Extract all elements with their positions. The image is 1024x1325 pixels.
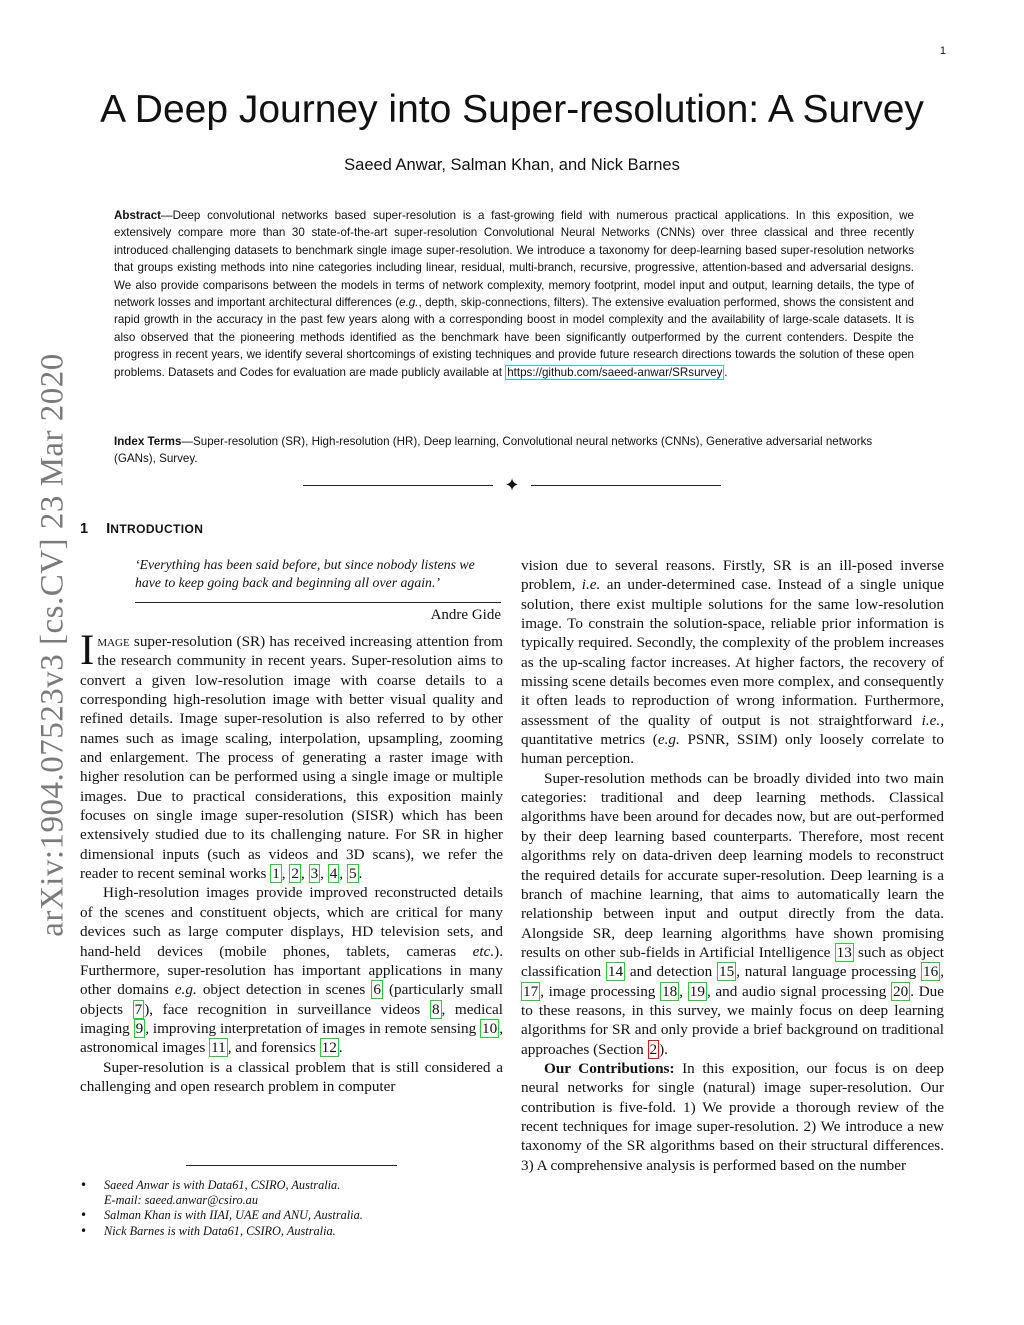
text-run: ), face recognition in surveillance videos <box>144 1000 430 1018</box>
epigraph-quote: ‘Everything has been said before, but since nobody listens we have to keep going back and beginning all over again.’ <box>135 557 475 591</box>
text-run: Super-resolution methods can be broadly divided into two main categories: traditional and deep learning methods. Classical algorithms have been around for decades now, but are out-performed by their deep learning based counterparts. Therefore, most recent algorithms rely on data-driven deep learning models to reconstruct the required details for accurate super-resolution. Deep learning is a branch of machine learning, that aims to automatically learn the relationship between input and output directly from the data. Alongside SR, deep learning algorithms have shown promising results on other sub-fields in Artificial Intelligence <box>521 769 944 961</box>
intro-paragraph-1 <box>80 627 503 883</box>
citation-link[interactable]: 15 <box>719 963 735 981</box>
section-number: 1 <box>80 521 89 537</box>
footnote-item: E-mail: saeed.anwar@csiro.au <box>104 1193 258 1208</box>
citation-link[interactable]: 7 <box>134 1000 143 1018</box>
separator-star-icon: ✦ <box>504 475 520 496</box>
citation-separator: , <box>281 865 290 883</box>
abstract-text-cont: , depth, skip-connections, filters). The extensive evaluation performed, shows the consistent and rapid growth in the accuracy in the past few years along with a corresponding boost in model complexity and the availability of large-scale datasets. It is also observed that the pioneering methods identified as the benchmark have been significantly outperformed by the current contenders. Despite the progress in recent years, we identify several shortcomings of existing techniques and provide future research directions towards the solution of these open problems. Datasets and Codes for evaluation are made publicly available at <box>114 296 915 379</box>
text-run: (particularly small objects <box>80 981 503 1018</box>
citation-link[interactable]: 20 <box>893 982 909 1000</box>
index-terms-text: Super-resolution (SR), High-resolution (HR), Deep learning, Convolutional neural networks (CNNs), Generative adversarial networks (GANs), Survey. <box>114 435 873 466</box>
text-run: , and forensics <box>227 1039 320 1057</box>
footnote-item: • Saeed Anwar is with Data61, CSIRO, Australia. <box>80 1178 503 1193</box>
text-run: an under-determined case. Instead of a single unique solution, there exist multiple solutions for the same low-resolution image. To constrain the solution-space, reliable prior information is typically required. Secondly, the complexity of the problem increases as the up-scaling factor increases. At higher factors, the recovery of missing scene details becomes even more complex, and consequently it often leads to reproduction of wrong information. Furthermore, assessment of the quality of output is not straightforward <box>521 576 944 729</box>
text-run: , and audio signal processing <box>706 982 892 1000</box>
section-title-rest: NTRODUCTION <box>110 522 204 536</box>
intro-paragraph-2 <box>80 883 503 1057</box>
citation-separator: , <box>300 865 309 883</box>
github-link[interactable]: https://github.com/saeed-anwar/SRsurvey <box>507 365 723 379</box>
citation-link[interactable]: 8 <box>431 1000 440 1018</box>
citation-link[interactable]: 2 <box>291 865 299 883</box>
sentence-end: . <box>358 865 363 883</box>
separator-line-left <box>303 485 493 486</box>
text-run: object detection in scenes <box>196 981 372 999</box>
citation-link[interactable]: 4 <box>329 865 338 883</box>
citation-link[interactable]: 13 <box>836 943 852 961</box>
section-title-initial: I <box>106 520 111 537</box>
footnote-rule <box>186 1165 397 1166</box>
citation-link[interactable]: 18 <box>662 982 678 1000</box>
footnote-item: • Salman Khan is with IIAI, UAE and ANU, Australia. <box>80 1208 503 1223</box>
citation-link[interactable]: 3 <box>310 865 319 883</box>
text-run: PSNR, SSIM) only loosely correlate to human perception. <box>521 731 944 768</box>
section-separator <box>300 476 724 496</box>
citation-link[interactable]: 19 <box>689 982 705 1000</box>
author-footnotes <box>80 1178 503 1239</box>
citation-link[interactable]: 16 <box>923 963 939 981</box>
abstract <box>114 207 914 381</box>
right-column <box>521 556 944 1175</box>
italic-run: e.g. <box>657 731 680 749</box>
text-run: , medical imaging <box>80 1000 503 1037</box>
epigraph <box>135 556 501 624</box>
citation-link[interactable]: 6 <box>373 981 381 999</box>
abstract-end: . <box>724 365 728 379</box>
text-run: , natural language processing <box>736 963 922 981</box>
citation-link[interactable]: 11 <box>211 1039 226 1057</box>
arxiv-stamp: arXiv:1904.07523v3 [cs.CV] 23 Mar 2020 <box>34 353 71 937</box>
text-run: High-resolution images provide improved reconstructed details of the scenes and constituent objects, which are critical for many devices such as large computer displays, HD television sets, and hand-held devices (mobile phones, tablets, cameras <box>80 884 503 960</box>
citation-link[interactable]: 10 <box>482 1019 498 1037</box>
citation-link[interactable]: 14 <box>607 963 624 981</box>
intro-paragraph-5 <box>521 1059 944 1175</box>
citation-link[interactable]: 9 <box>135 1019 144 1037</box>
intro-paragraph-4 <box>521 769 944 1059</box>
text-run: and detection <box>625 963 717 981</box>
citation-link[interactable]: 5 <box>348 865 357 883</box>
text-run: , <box>940 963 944 981</box>
abstract-label: Abstract <box>114 209 162 222</box>
text-run: In this exposition, our focus is on deep neural networks for single (natural) image super-resolution. Our contribution is five-fold. 1) We provide a thorough review of the recent techniques for image super-resolution. 2) We introduce a new taxonomy of the SR algorithms based on their structural differences. 3) A comprehensive analysis is performed based on the number <box>521 1059 944 1174</box>
index-terms <box>114 433 914 468</box>
citation-link[interactable]: 12 <box>321 1039 337 1057</box>
contributions-label: Our Contributions: <box>544 1059 675 1077</box>
index-terms-label: Index Terms <box>114 435 182 448</box>
paper-title: A Deep Journey into Super-resolution: A Survey <box>100 88 924 131</box>
abstract-eg: e.g. <box>399 296 419 310</box>
intro-p1-text: super-resolution (SR) has received increasing attention from the research community in recent years. Super-resolution aims to convert a given low-resolution image with coarse details to a corresponding high-resolution image with better visual quality and refined details. Image super-resolution is also referred to by other names such as image scaling, interpolation, upsampling, zooming and enlargement. The process of generating a raster image with higher resolution can be performed using a single image or multiple images. Due to practical considerations, this exposition mainly focuses on single image super-resolution (SISR) which has been extensively studied due to its challenging nature. For SR in higher dimensional inputs (such as videos and 3D scans), we refer the reader to recent seminal works <box>80 633 503 883</box>
text-run: , image processing <box>540 982 661 1000</box>
footnote-item: • Nick Barnes is with Data61, CSIRO, Australia. <box>80 1224 503 1239</box>
epigraph-rule <box>135 602 501 603</box>
drop-cap: I <box>80 627 95 674</box>
left-column <box>80 627 503 1096</box>
section-link[interactable]: 2 <box>649 1040 658 1058</box>
page-number: 1 <box>939 45 946 57</box>
citation-separator: , <box>320 865 328 883</box>
abstract-text: Deep convolutional networks based super-resolution is a fast-growing field with numerous practical applications. In this exposition, we extensively compare more than 30 state-of-the-art super-resolution Convolutional Neural Networks (CNNs) over three classical and three recently introduced challenging datasets to benchmark single image super-resolution. We introduce a taxonomy for deep-learning based super-resolution networks that groups existing methods into nine categories including linear, residual, multi-branch, recursive, progressive, attention-based and adversarial designs. We also provide comparisons between the models in terms of network complexity, memory footprint, model input and output, learning details, the type of network losses and important architectural differences ( <box>114 209 914 310</box>
text-run: . <box>338 1039 343 1057</box>
italic-run: etc. <box>472 942 495 960</box>
section-heading-introduction <box>80 520 203 537</box>
intro-paragraph-3-continued: vision due to several reasons. Firstly, SR is an ill-posed inverse problem, i.e. an under-determined case. Instead of a single unique solution, there exist multiple solutions for the same low-resolution image. To constrain the solution-space, reliable prior information is typically required. Secondly, the complexity of the problem increases as the up-scaling factor increases. At higher factors, the recovery of missing scene details becomes even more complex, and consequently it often leads to reproduction of wrong information. Furthermore, assessment of the quality of output is not straightforward i.e., quantitative metrics (e.g. PSNR, SSIM) only loosely correlate to human perception. <box>521 557 944 768</box>
intro-smallcaps: mage <box>97 633 130 650</box>
text-run: such as object classification <box>521 943 944 981</box>
text-run: , <box>679 982 688 1000</box>
citation-link[interactable]: 17 <box>523 982 539 1000</box>
separator-line-right <box>531 485 721 486</box>
text-run: , quantitative metrics ( <box>521 711 944 749</box>
index-terms-dash: — <box>181 435 194 448</box>
italic-run: e.g. <box>174 981 197 999</box>
citation-link[interactable]: 1 <box>272 865 280 883</box>
intro-paragraph-3: Super-resolution is a classical problem that is still considered a challenging and open research problem in computer <box>80 1058 503 1095</box>
paper-authors: Saeed Anwar, Salman Khan, and Nick Barnes <box>344 156 680 174</box>
text-run: ). <box>659 1040 668 1058</box>
abstract-dash: — <box>161 209 173 222</box>
epigraph-attribution: Andre Gide <box>430 606 501 623</box>
italic-run: i.e. <box>581 576 601 594</box>
text-run: , astronomical images <box>80 1019 503 1057</box>
text-run: . Due to these reasons, in this survey, we mainly focus on deep learning algorithms for SR and only provide a brief background on traditional approaches (Section <box>521 982 944 1058</box>
text-run: ). Furthermore, super-resolution has important applications in many other domains <box>80 942 503 999</box>
citation-separator: , <box>339 865 347 883</box>
italic-run: i.e. <box>921 711 941 729</box>
text-run: , improving interpretation of images in remote sensing <box>145 1019 481 1037</box>
